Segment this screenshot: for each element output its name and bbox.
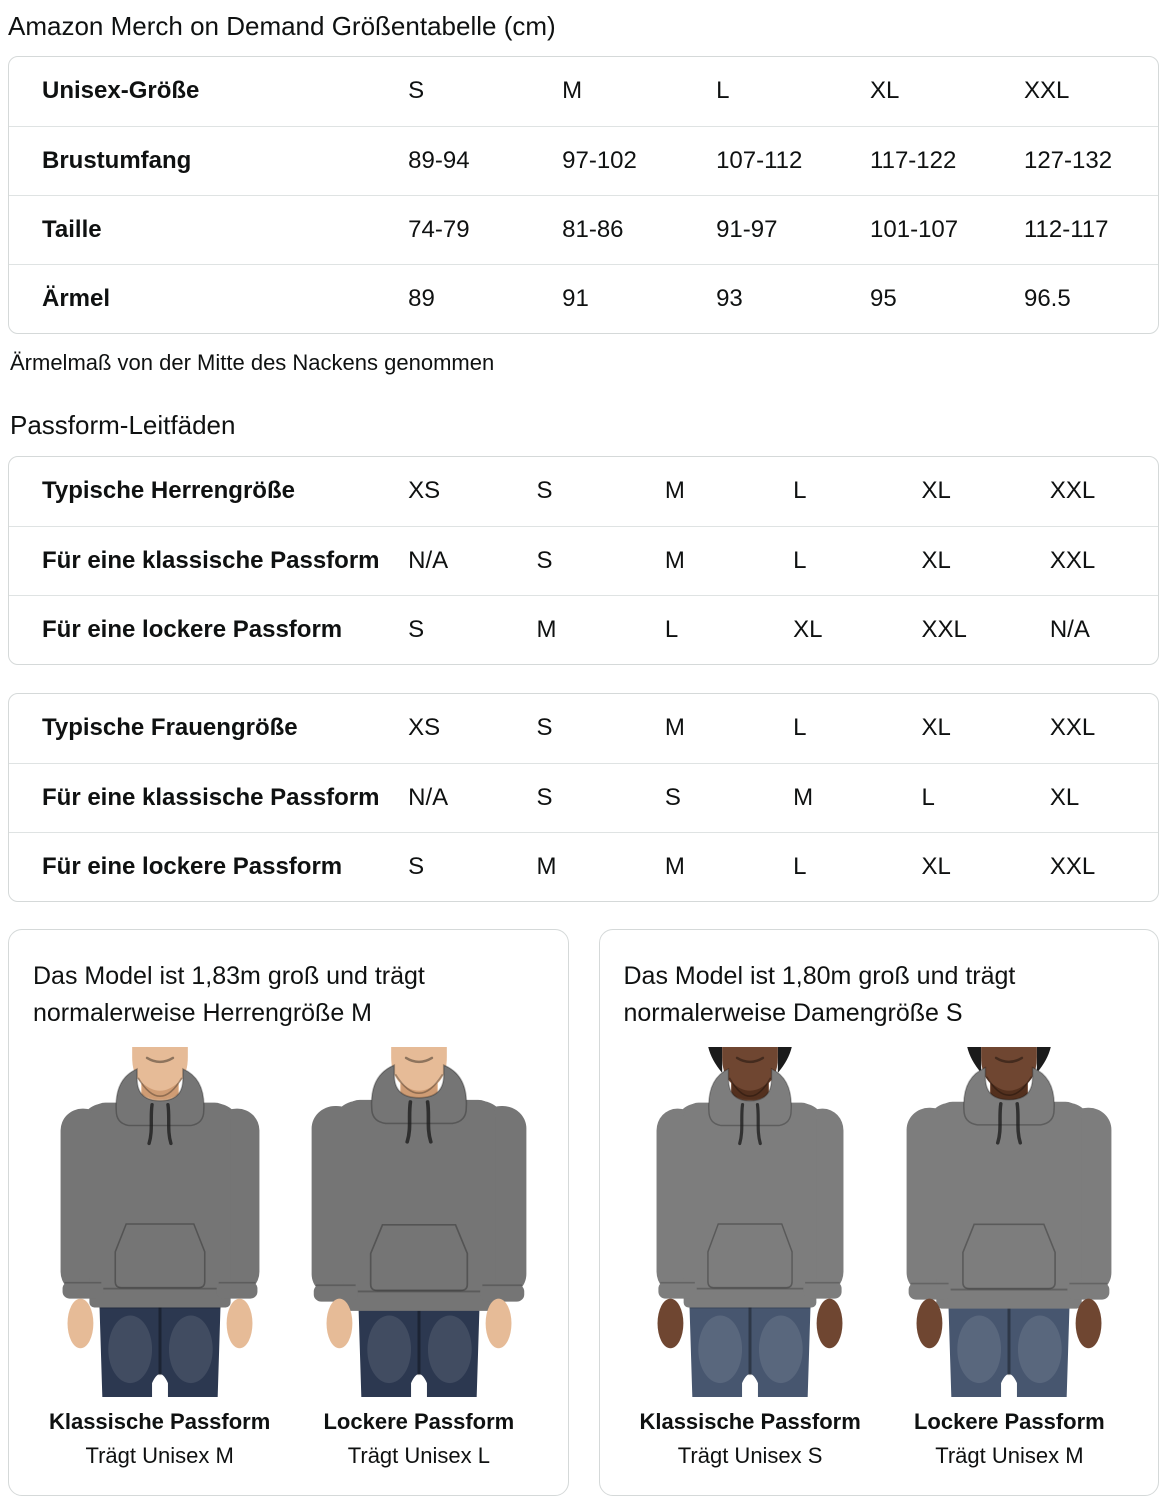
size-cell: M (517, 832, 645, 901)
value-cell: 96.5 (1004, 264, 1158, 333)
row-label: Unisex-Größe (42, 77, 200, 104)
model-description: Das Model ist 1,80m groß und trägt normalerweise Damengröße S (623, 961, 1016, 1027)
value-cell: 117-122 (850, 126, 1004, 195)
figure-loose-fit (292, 1047, 545, 1469)
female-loose-fit-photo (883, 1047, 1135, 1397)
figures-row (33, 1047, 546, 1469)
table-row (9, 763, 1158, 832)
table-row (9, 694, 1158, 763)
size-cell: S (645, 763, 773, 832)
size-cell: XL (1030, 763, 1158, 832)
size-cell: XL (921, 477, 951, 504)
figure-classic-fit (624, 1047, 877, 1469)
size-cell: L (716, 77, 730, 104)
female-classic-fit-photo (624, 1047, 876, 1397)
row-label: Für eine lockere Passform (9, 595, 388, 664)
male-classic-fit-photo (34, 1047, 286, 1397)
size-cell: XL (921, 714, 951, 741)
value-cell: 81-86 (542, 195, 696, 264)
table-row (9, 832, 1158, 901)
size-cell: XL (901, 526, 1029, 595)
table-row (9, 595, 1158, 664)
row-label: Taille (9, 195, 388, 264)
size-cell: L (793, 477, 807, 504)
size-cell: XXL (1049, 477, 1096, 504)
figures-row (624, 1047, 1137, 1469)
page-title: Amazon Merch on Demand Größentabelle (cm) (8, 11, 556, 41)
fit-label: Lockere Passform (913, 1408, 1105, 1434)
row-label: Ärmel (9, 264, 388, 333)
size-cell: XXL (1049, 714, 1096, 741)
wears-label: Trägt Unisex S (677, 1442, 823, 1468)
wears-label: Trägt Unisex L (347, 1442, 490, 1468)
size-cell: XXL (901, 595, 1029, 664)
size-cell: XS (408, 477, 441, 504)
value-cell: 95 (850, 264, 1004, 333)
size-cell: L (773, 526, 901, 595)
model-card-men (8, 929, 569, 1496)
value-cell: 101-107 (850, 195, 1004, 264)
size-cell: XXL (1023, 77, 1070, 104)
size-cell: XS (408, 714, 441, 741)
value-cell: 97-102 (542, 126, 696, 195)
size-cell: M (664, 714, 685, 741)
table-row (9, 526, 1158, 595)
table-row (9, 57, 1158, 126)
value-cell: 93 (696, 264, 850, 333)
fit-label: Klassische Passform (639, 1408, 861, 1434)
size-cell: XL (870, 77, 900, 104)
size-cell: M (664, 477, 685, 504)
sleeve-measure-note: Ärmelmaß von der Mitte des Nackens genommen (10, 349, 495, 375)
row-label: Typische Frauengröße (42, 714, 298, 741)
model-cards-row (8, 929, 1159, 1496)
size-cell: M (645, 832, 773, 901)
value-cell: 91-97 (696, 195, 850, 264)
value-cell: 91 (542, 264, 696, 333)
size-cell: N/A (388, 526, 516, 595)
size-cell: N/A (388, 763, 516, 832)
size-cell: S (536, 714, 553, 741)
size-cell: S (517, 526, 645, 595)
womens-fit-table (8, 693, 1159, 902)
size-cell: M (562, 77, 583, 104)
value-cell: 127-132 (1004, 126, 1158, 195)
wears-label: Trägt Unisex M (85, 1442, 234, 1468)
table-row (9, 195, 1158, 264)
size-cell: L (645, 595, 773, 664)
value-cell: 74-79 (388, 195, 542, 264)
size-cell: S (388, 595, 516, 664)
fit-label: Lockere Passform (323, 1408, 515, 1434)
size-cell: XXL (1030, 832, 1158, 901)
size-cell: XL (901, 832, 1029, 901)
size-cell: L (793, 714, 807, 741)
mens-fit-table (8, 456, 1159, 665)
table-row (9, 457, 1158, 526)
fit-guides-heading: Passform-Leitfäden (10, 409, 236, 440)
value-cell: 107-112 (696, 126, 850, 195)
model-description: Das Model ist 1,83m groß und trägt normalerweise Herrengröße M (33, 961, 425, 1027)
size-cell: S (517, 763, 645, 832)
size-cell: XXL (1030, 526, 1158, 595)
size-cell: M (645, 526, 773, 595)
value-cell: 89 (388, 264, 542, 333)
table-row (9, 264, 1158, 333)
row-label: Für eine klassische Passform (9, 526, 388, 595)
size-cell: L (773, 832, 901, 901)
value-cell: 112-117 (1004, 195, 1158, 264)
unisex-size-table (8, 56, 1159, 334)
size-cell: M (517, 595, 645, 664)
size-cell: N/A (1030, 595, 1158, 664)
figure-classic-fit (33, 1047, 286, 1469)
model-card-women (599, 929, 1160, 1496)
figure-loose-fit (883, 1047, 1136, 1469)
row-label: Für eine lockere Passform (9, 832, 388, 901)
size-cell: S (388, 832, 516, 901)
male-loose-fit-photo (293, 1047, 545, 1397)
size-cell: S (408, 77, 425, 104)
table-row (9, 126, 1158, 195)
size-cell: S (536, 477, 553, 504)
row-label: Für eine klassische Passform (9, 763, 388, 832)
value-cell: 89-94 (388, 126, 542, 195)
row-label: Typische Herrengröße (42, 477, 295, 504)
size-cell: XL (773, 595, 901, 664)
wears-label: Trägt Unisex M (935, 1442, 1084, 1468)
fit-label: Klassische Passform (48, 1408, 271, 1434)
size-cell: M (773, 763, 901, 832)
row-label: Brustumfang (9, 126, 388, 195)
size-cell: L (901, 763, 1029, 832)
